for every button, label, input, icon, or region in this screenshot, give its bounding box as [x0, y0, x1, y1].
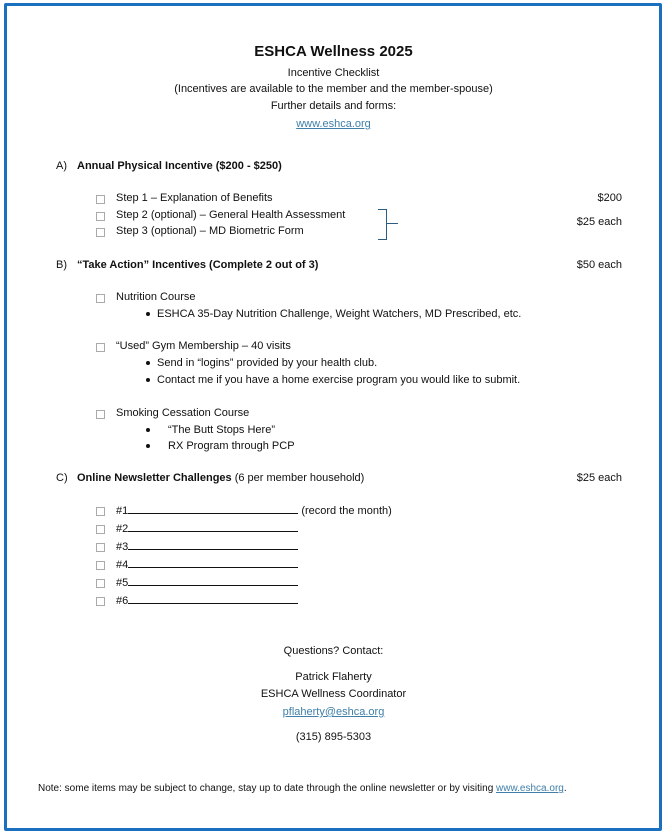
step-2: Step 2 (optional) – General Health Assessment	[116, 209, 346, 221]
section-c-title: Online Newsletter Challenges	[77, 472, 232, 484]
footer-website-link[interactable]: www.eshca.org	[496, 783, 564, 794]
entry-label: #3	[116, 541, 129, 553]
checkbox-entry-6[interactable]	[96, 597, 105, 606]
checkbox-entry-2[interactable]	[96, 525, 105, 534]
gym-detail-2: Contact me if you have a home exercise program you would like to submit.	[157, 374, 521, 386]
entry-line[interactable]	[128, 593, 298, 604]
section-a-label: A)	[56, 160, 67, 172]
record-note: (record the month)	[301, 505, 392, 517]
contact-role: ESHCA Wellness Coordinator	[260, 688, 407, 700]
contact-heading: Questions? Contact:	[283, 645, 384, 657]
entry-line[interactable]	[128, 503, 298, 514]
checkbox-entry-1[interactable]	[96, 507, 105, 516]
entry-line[interactable]	[128, 557, 298, 568]
checkbox-smoking[interactable]	[96, 410, 105, 419]
checkbox-entry-3[interactable]	[96, 543, 105, 552]
footer-period: .	[563, 783, 567, 794]
smoking-detail-2: RX Program through PCP	[168, 440, 295, 452]
entry-line[interactable]	[128, 539, 298, 550]
entry-label: #4	[116, 559, 129, 571]
bullet	[146, 312, 150, 316]
checkbox-gym[interactable]	[96, 343, 105, 352]
checkbox-nutrition[interactable]	[96, 294, 105, 303]
checkbox-step-1[interactable]	[96, 195, 105, 204]
checkbox-step-3[interactable]	[96, 228, 105, 237]
entry-label: #5	[116, 577, 129, 589]
details-text: Further details and forms:	[270, 100, 397, 112]
checkbox-entry-4[interactable]	[96, 561, 105, 570]
contact-phone: (315) 895-5303	[295, 731, 372, 743]
section-b-title: “Take Action” Incentives (Complete 2 out of 3)	[77, 259, 319, 271]
website-link[interactable]: www.eshca.org	[296, 118, 371, 130]
nutrition-course: Nutrition Course	[116, 291, 196, 303]
entry-label: #6	[116, 595, 129, 607]
nutrition-detail: ESHCA 35-Day Nutrition Challenge, Weight Watchers, MD Prescribed, etc.	[157, 308, 522, 320]
entry-line[interactable]	[128, 521, 298, 532]
checkbox-step-2[interactable]	[96, 212, 105, 221]
step-1: Step 1 – Explanation of Benefits	[116, 192, 273, 204]
footer-note: Note: some items may be subject to change, stay up to date through the online newsletter or by visiting	[38, 783, 497, 794]
section-c-amount: $25 each	[576, 472, 622, 484]
subtitle: Incentive Checklist	[287, 67, 380, 79]
checkbox-entry-5[interactable]	[96, 579, 105, 588]
section-b-label: B)	[56, 259, 67, 271]
bullet	[146, 378, 150, 382]
step-3: Step 3 (optional) – MD Biometric Form	[116, 225, 304, 237]
bullet	[146, 361, 150, 365]
step-1-amount: $200	[597, 192, 622, 204]
gym-membership: “Used” Gym Membership – 40 visits	[116, 340, 291, 352]
contact-name: Patrick Flaherty	[295, 671, 372, 683]
bullet	[146, 444, 150, 448]
entry-label: #2	[116, 523, 129, 535]
section-a-title: Annual Physical Incentive ($200 - $250)	[77, 160, 282, 172]
entry-line[interactable]	[128, 575, 298, 586]
bracket	[378, 209, 387, 240]
bracket-tick	[387, 223, 398, 224]
optional-steps-amount: $25 each	[576, 216, 622, 228]
gym-detail-1: Send in “logins” provided by your health club.	[157, 357, 378, 369]
section-c-suffix: (6 per member household)	[234, 472, 365, 484]
entry-label: #1	[116, 505, 129, 517]
eligibility-note: (Incentives are available to the member and the member-spouse)	[174, 83, 493, 95]
page-title: ESHCA Wellness 2025	[254, 43, 413, 60]
section-b-amount: $50 each	[576, 259, 622, 271]
section-c-label: C)	[56, 472, 68, 484]
smoking-course: Smoking Cessation Course	[116, 407, 250, 419]
bullet	[146, 428, 150, 432]
contact-email-link[interactable]: pflaherty@eshca.org	[282, 706, 385, 718]
smoking-detail-1: “The Butt Stops Here”	[168, 424, 275, 436]
